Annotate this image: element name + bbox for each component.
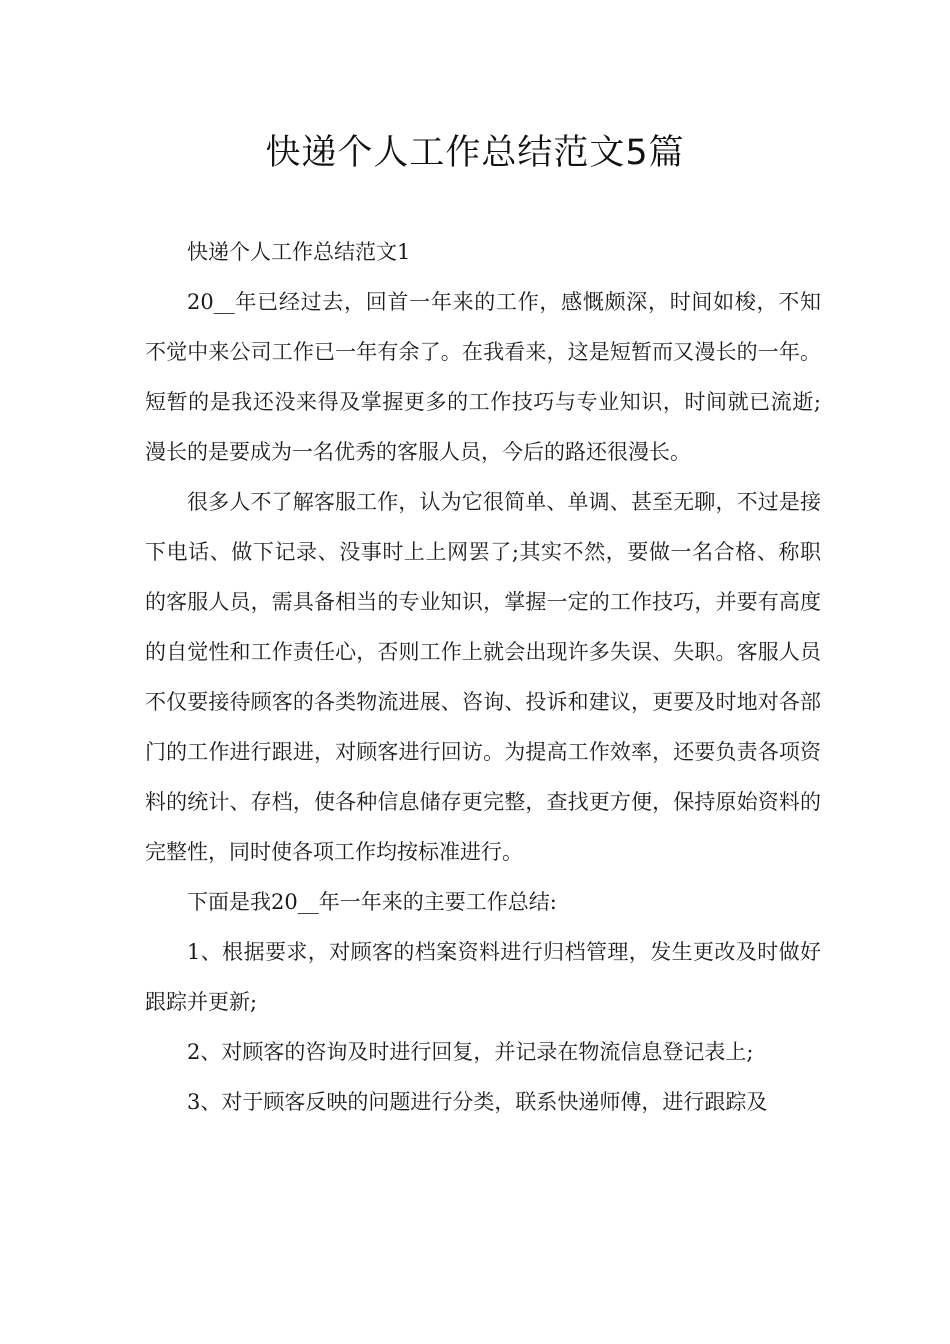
paragraph-summary-lead: 下面是我20__年一年来的主要工作总结: bbox=[187, 890, 557, 914]
list-item: 3、对于顾客反映的问题进行分类，联系快递师傅，进行跟踪及 bbox=[187, 1090, 768, 1114]
paragraph-intro: 20__年已经过去，回首一年来的工作，感慨颇深，时间如梭，不知不觉中来公司工作已一年有余了。在我看来，这是短暂而又漫长的一年。短暂的是我还没来得及掌握更多的工作技巧与专业知识，时间就已流逝;漫长的是要成为一名优秀的客服人员，今后的路还很漫长。 bbox=[145, 290, 821, 464]
paragraph-customer-service: 很多人不了解客服工作，认为它很简单、单调、甚至无聊，不过是接下电话、做下记录、没事时上上网罢了;其实不然，要做一名合格、称职的客服人员，需具备相当的专业知识，掌握一定的工作技巧，并要有高度的自觉性和工作责任心，否则工作上就会出现许多失误、失职。客服人员不仅要接待顾客的各类物流进展、咨询、投诉和建议，更要及时地对各部门的工作进行跟进，对顾客进行回访。为提高工作效率，还要负责各项资料的统计、存档，使各种信息储存更完整，查找更方便，保持原始资料的完整性，同时使各项工作均按标准进行。 bbox=[145, 490, 821, 864]
document-title: 快递个人工作总结范文5篇 bbox=[265, 133, 685, 173]
list-item: 1、根据要求，对顾客的档案资料进行归档管理，发生更改及时做好跟踪并更新; bbox=[145, 940, 821, 1014]
section-heading: 快递个人工作总结范文1 bbox=[187, 240, 411, 264]
document-body bbox=[145, 227, 821, 1127]
list-item: 2、对顾客的咨询及时进行回复，并记录在物流信息登记表上; bbox=[187, 1040, 754, 1064]
